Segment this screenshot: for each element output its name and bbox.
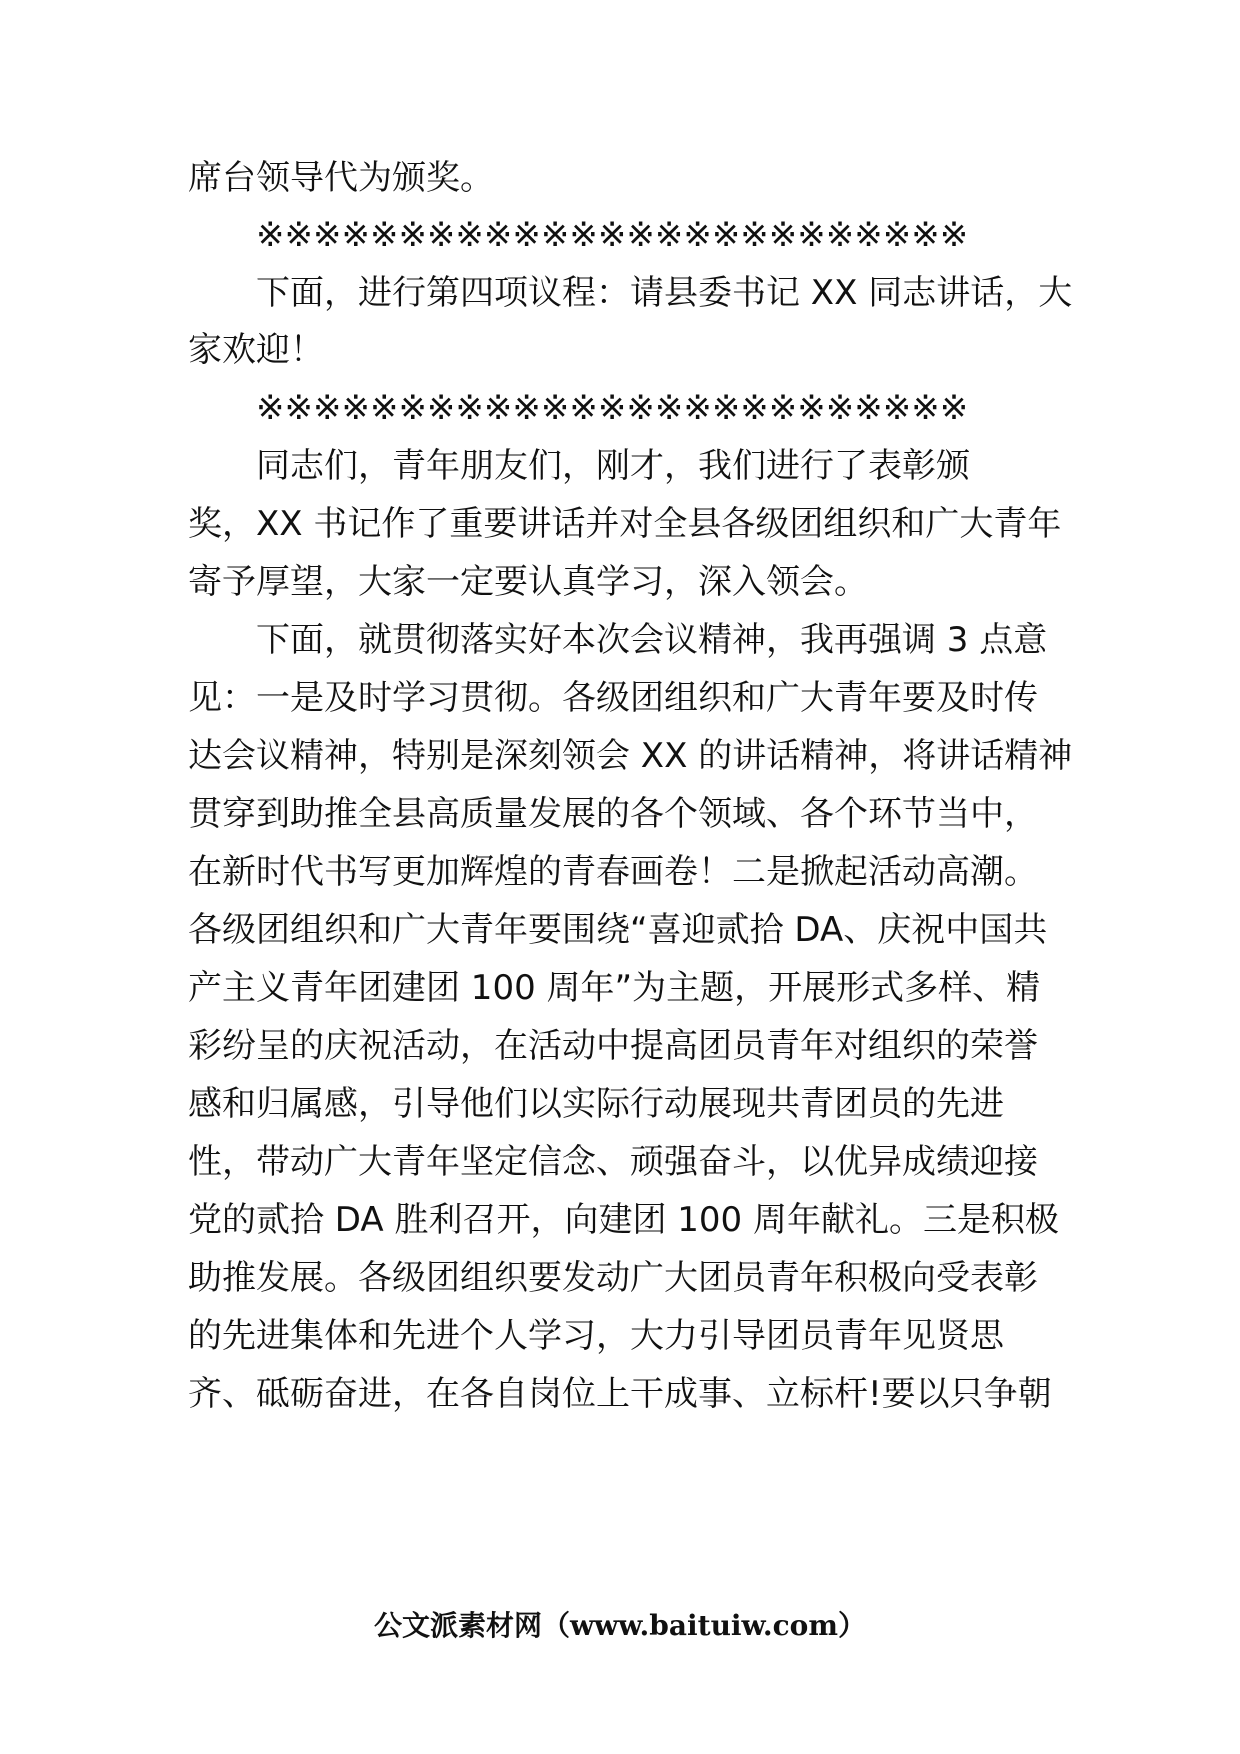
body-line: 彩纷呈的庆祝活动，在活动中提高团员青年对组织的荣誉 — [188, 1026, 1038, 1066]
body-line: 性，带动广大青年坚定信念、顽强奋斗，以优异成绩迎接 — [188, 1142, 1038, 1182]
body-line: 席台领导代为颁奖。 — [188, 158, 494, 198]
body-line: 下面，进行第四项议程：请县委书记 XX 同志讲话，大 — [256, 273, 1073, 313]
body-line: 贯穿到助推全县高质量发展的各个领域、各个环节当中， — [188, 794, 1038, 834]
footer-watermark: 公文派素材网（www.baituiw.com） — [374, 1609, 866, 1642]
body-line: 助推发展。各级团组织要发动广大团员青年积极向受表彰 — [188, 1258, 1038, 1298]
body-line: 见：一是及时学习贯彻。各级团组织和广大青年要及时传 — [188, 678, 1038, 718]
body-line: 各级团组织和广大青年要围绕“喜迎贰拾 DA、庆祝中国共 — [188, 910, 1048, 950]
body-line: 产主义青年团建团 100 周年”为主题，开展形式多样、精 — [188, 968, 1041, 1008]
body-line: 奖，XX 书记作了重要讲话并对全县各级团组织和广大青年 — [188, 504, 1062, 544]
separator-line: ※※※※※※※※※※※※※※※※※※※※※※※※※ — [256, 388, 969, 428]
body-line: 的先进集体和先进个人学习，大力引导团员青年见贤思 — [188, 1316, 1004, 1356]
body-line: 达会议精神，特别是深刻领会 XX 的讲话精神，将讲话精神 — [188, 736, 1073, 776]
body-line: 在新时代书写更加辉煌的青春画卷！二是掀起活动高潮。 — [188, 852, 1038, 892]
body-line: 同志们，青年朋友们，刚才，我们进行了表彰颁 — [256, 446, 970, 486]
body-line: 下面，就贯彻落实好本次会议精神，我再强调 3 点意 — [256, 620, 1048, 660]
body-line: 齐、砥砺奋进，在各自岗位上干成事、立标杆!要以只争朝 — [188, 1374, 1052, 1414]
body-line: 寄予厚望，大家一定要认真学习，深入领会。 — [188, 562, 868, 602]
body-line: 党的贰拾 DA 胜利召开，向建团 100 周年献礼。三是积极 — [188, 1200, 1059, 1240]
body-line: 家欢迎！ — [188, 330, 324, 370]
separator-line: ※※※※※※※※※※※※※※※※※※※※※※※※※ — [256, 215, 969, 255]
body-line: 感和归属感，引导他们以实际行动展现共青团员的先进 — [188, 1084, 1004, 1124]
